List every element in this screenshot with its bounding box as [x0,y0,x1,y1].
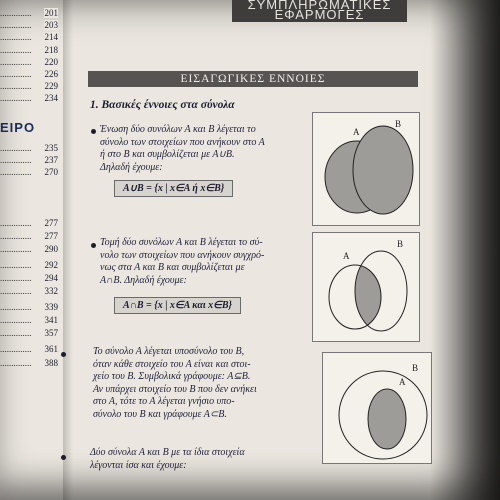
text-line: Το σύνολο Α λέγεται υποσύνολο του Β, [93,346,245,357]
set-a-label: Α [343,251,350,261]
toc-entry: .............. 234 [0,93,58,103]
set-a-label: Α [353,127,360,137]
toc-entry: .............. 226 [0,69,58,79]
toc-entry: .............. 292 [0,260,58,270]
toc-entry: .............. 277 [0,231,58,241]
text-line: νολο των στοιχείων που ανήκουν συγχρό- [100,249,265,261]
text-line: ή στο Β και συμβολίζεται με Α∪Β. [100,149,235,161]
toc-entry: .............. 201 [0,8,58,18]
toc-entry: .............. 339 [0,302,58,312]
toc-entry: .............. 357 [0,328,58,338]
toc-entry: .............. 229 [0,81,58,91]
text-line: Δύο σύνολα Α και Β με τα ίδια στοιχεία [90,447,245,458]
toc-entry: .............. 332 [0,286,58,296]
toc-entry: .............. 290 [0,244,58,254]
equality-paragraph [90,447,330,472]
section-title-bar: ΕΙΣΑΓΩΓΙΚΕΣ ΕΝΝΟΙΕΣ [88,71,418,87]
toc-column [0,0,62,500]
text-line: Τομή δύο συνόλων Α και Β λέγεται το σύ- [100,237,263,248]
text-line: Α∩Β. Δηλαδή έχουμε: [100,274,187,286]
top-banner: ΣΥΜΠΛΗΡΩΜΑΤΙΚΕΣ ΕΦΑΡΜΟΓΕΣ [232,0,407,22]
text-line: όταν κάθε στοιχείο του Α είναι και στοι- [93,358,251,370]
text-line: χείο του Β. Συμβολικά γράφουμε: Α⊆Β. [93,371,251,383]
text-line: σύνολο των στοιχείων που ανήκουν στο Α [100,136,265,148]
set-b-label: Β [395,119,402,129]
intersection-paragraph [100,237,310,287]
toc-entry: .............. 220 [0,57,58,67]
venn-svg [313,233,419,341]
text-line: στο Α, τότε το Α λέγεται γνήσιο υπο- [93,396,235,408]
set-a-circle [368,389,406,449]
text-line: Ένωση δύο συνόλων Α και Β λέγεται το [100,124,256,135]
bullet [61,352,66,357]
toc-entry: .............. 294 [0,273,58,283]
set-a-label: Α [399,377,406,387]
text-line: Δηλαδή έχουμε: [100,161,163,173]
page-gutter-shadow [63,0,73,500]
toc-entry: .............. 218 [0,45,58,55]
intersection-formula: Α∩Β = {x | x∈Α και x∈Β} [114,297,241,314]
set-b-label: Β [412,363,419,373]
text-line: νως στα Α και Β και συμβολίζεται με [100,262,245,274]
text-line: σύνολο του Β και γράφουμε Α⊂Β. [93,408,227,420]
bullet [91,129,96,134]
toc-entry: .............. 214 [0,32,58,42]
bullet [61,455,66,460]
toc-entry: .............. 270 [0,167,58,177]
toc-entry: .............. 237 [0,155,58,165]
subset-paragraph [93,346,318,422]
toc-entry: .............. 235 [0,143,58,153]
toc-entry: .............. 277 [0,218,58,228]
set-b-label: Β [397,239,404,249]
page-edge-shadow [430,0,500,500]
venn-svg [313,113,419,225]
toc-entry: .............. 341 [0,315,58,325]
bullet [91,243,96,248]
intersection-venn-diagram [312,232,420,342]
union-formula: Α∪Β = {x | x∈Α ή x∈Β} [114,180,233,197]
venn-svg [323,353,431,463]
union-venn-diagram [312,112,420,226]
set-b-circle [353,126,413,214]
subset-venn-diagram [322,352,432,464]
toc-heading: ΕΙΡΟ [0,120,36,135]
toc-entry: .............. 361 [0,344,58,354]
toc-entry: .............. 388 [0,358,58,368]
text-line: λέγονται ίσα και έχουμε: [90,459,187,471]
text-line: Αν υπάρχει στοιχείο του Β που δεν ανήκει [93,383,257,395]
union-paragraph [100,124,310,174]
subheading: 1. Βασικές έννοιες στα σύνολα [90,99,235,111]
toc-entry: .............. 203 [0,20,58,30]
